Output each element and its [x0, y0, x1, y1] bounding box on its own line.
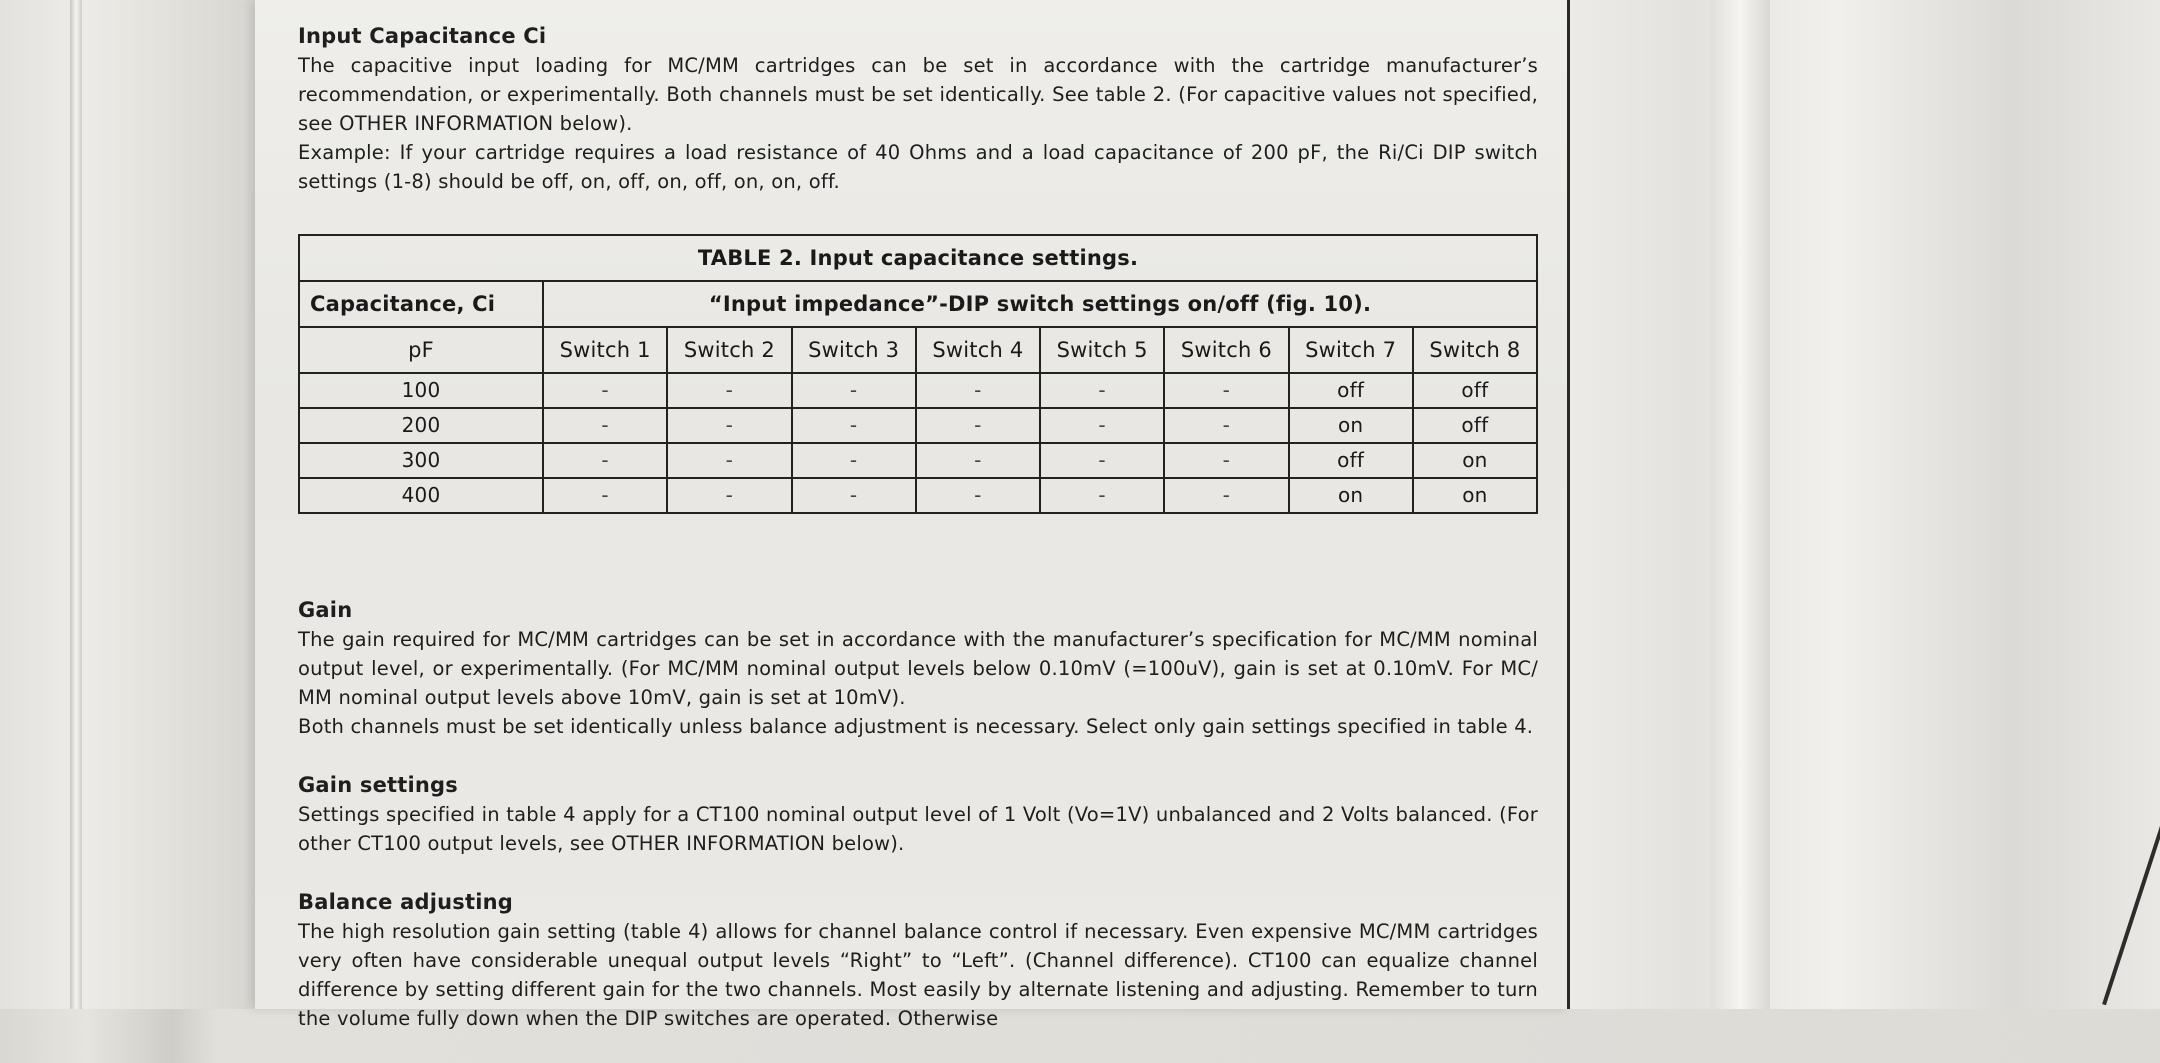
left-background-sheet: [0, 0, 255, 1009]
table-row: [299, 408, 1537, 443]
switch-header-8: Switch 8: [1413, 327, 1537, 373]
switch-setting-cell: off: [1289, 373, 1413, 408]
capacitance-value: 200: [299, 408, 543, 443]
switch-setting-cell: -: [543, 478, 667, 513]
capacitance-table: [298, 234, 1538, 514]
switch-setting-cell: off: [1289, 443, 1413, 478]
switch-setting-cell: -: [1164, 443, 1288, 478]
capacitance-example: Example: If your cartridge requires a load resistance of 40 Ohms and a load capacitance of 200 pF, the Ri/Ci DIP switch settings (1-8) should be off, on, off, on, off, on, on, off.: [298, 141, 1538, 193]
switch-header-5: Switch 5: [1040, 327, 1164, 373]
gain-paragraph: The gain required for MC/MM cartridges can be set in accordance with the manufacturer’s specification for MC/MM nominal output level, or experimentally. (For MC/MM nominal output levels below 0.10mV (=100uV), gain is set at 0.10mV. For MC/ MM nominal output levels above 10mV, gain is set at 10mV).: [298, 628, 1538, 709]
document-content: [298, 22, 1538, 1063]
switch-setting-cell: on: [1289, 478, 1413, 513]
gain-settings-section: [298, 771, 1538, 858]
switch-setting-cell: -: [667, 373, 791, 408]
capacitance-value: 300: [299, 443, 543, 478]
table-row: [299, 478, 1537, 513]
switch-setting-cell: off: [1413, 408, 1537, 443]
switch-setting-cell: -: [1040, 443, 1164, 478]
gain-settings-paragraph: Settings specified in table 4 apply for a CT100 nominal output level of 1 Volt (Vo=1V) unbalanced and 2 Volts balanced. (For other CT100 output levels, see OTHER INFORMATION below).: [298, 803, 1538, 855]
switch-setting-cell: -: [916, 373, 1040, 408]
capacitance-value: 400: [299, 478, 543, 513]
switch-setting-cell: -: [1164, 408, 1288, 443]
gain-section: [298, 596, 1538, 741]
gain-paragraph-2: Both channels must be set identically unless balance adjustment is necessary. Select only gain settings specified in table 4.: [298, 715, 1534, 738]
switch-setting-cell: -: [916, 478, 1040, 513]
switch-setting-cell: -: [792, 408, 916, 443]
switch-setting-cell: -: [1040, 408, 1164, 443]
capacitance-paragraph: The capacitive input loading for MC/MM cartridges can be set in accordance with the cartridge manufacturer’s recommendation, or experimentally. Both channels must be set identically. See table 2. (For capacitive values not specified, see OTHER INFORMATION below).: [298, 54, 1538, 135]
switch-setting-cell: -: [1164, 478, 1288, 513]
switch-setting-cell: -: [543, 408, 667, 443]
gain-settings-heading: Gain settings: [298, 773, 458, 797]
gain-heading: Gain: [298, 598, 353, 622]
switch-setting-cell: -: [916, 443, 1040, 478]
right-background-sheet: [1710, 0, 1770, 1009]
switch-setting-cell: -: [667, 478, 791, 513]
switch-setting-cell: -: [543, 373, 667, 408]
switch-setting-cell: -: [916, 408, 1040, 443]
switch-setting-cell: on: [1413, 443, 1537, 478]
switch-setting-cell: -: [667, 408, 791, 443]
switch-setting-cell: -: [1040, 373, 1164, 408]
switch-setting-cell: -: [792, 443, 916, 478]
right-background: [1570, 0, 2160, 1009]
capacitance-heading: Input Capacitance Ci: [298, 24, 547, 48]
switch-setting-cell: -: [543, 443, 667, 478]
table-title: TABLE 2. Input capacitance settings.: [299, 235, 1537, 281]
switch-header-3: Switch 3: [792, 327, 916, 373]
left-sheet-edge: [70, 0, 82, 1009]
capacitance-section: [298, 22, 1538, 196]
balance-heading: Balance adjusting: [298, 890, 513, 914]
switch-setting-cell: -: [1164, 373, 1288, 408]
switch-setting-cell: on: [1413, 478, 1537, 513]
switch-header-1: Switch 1: [543, 327, 667, 373]
balance-section: [298, 888, 1538, 1033]
capacitance-value: 100: [299, 373, 543, 408]
unit-header: pF: [299, 327, 543, 373]
row-label-header: Capacitance, Ci: [299, 281, 543, 327]
switch-header-2: Switch 2: [667, 327, 791, 373]
switch-setting-cell: on: [1289, 408, 1413, 443]
switch-header-6: Switch 6: [1164, 327, 1288, 373]
table-row: [299, 443, 1537, 478]
group-header: “Input impedance”-DIP switch settings on/off (fig. 10).: [543, 281, 1537, 327]
corner-edge-line: [2102, 795, 2160, 1005]
switch-setting-cell: -: [792, 373, 916, 408]
switch-setting-cell: off: [1413, 373, 1537, 408]
switch-setting-cell: -: [792, 478, 916, 513]
table-row: [299, 373, 1537, 408]
switch-header-4: Switch 4: [916, 327, 1040, 373]
switch-setting-cell: -: [1040, 478, 1164, 513]
switch-header-7: Switch 7: [1289, 327, 1413, 373]
switch-setting-cell: -: [667, 443, 791, 478]
balance-paragraph: The high resolution gain setting (table 4) allows for channel balance control if necessary. Even expensive MC/MM cartridges very often have considerable unequal output levels “Right” to “Left”. (Channel difference). CT100 can equalize channel difference by setting different gain for the two channels. Most easily by alternate listening and adjusting. Remember to turn the volume fully down when the DIP switches are operated. Otherwise: [298, 920, 1538, 1030]
